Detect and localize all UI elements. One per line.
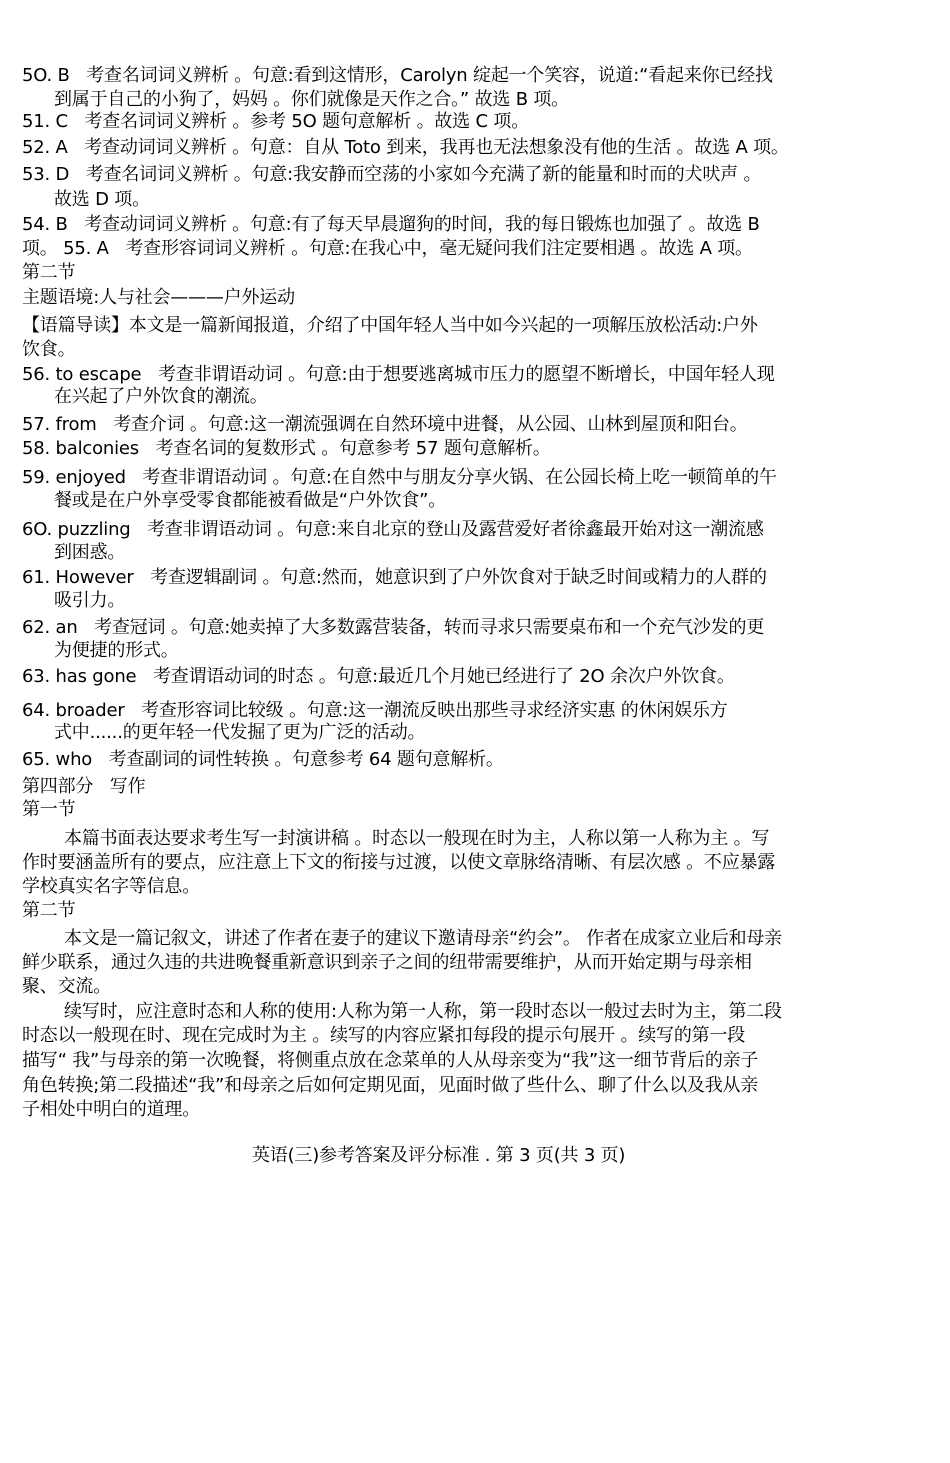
passage-intro-line-1: 【语篇导读】本文是一篇新闻报道，介绍了中国年轻人当中如今兴起的一项解压放松活动:户外 bbox=[22, 315, 758, 336]
answer-65: 65. who 考查副词的词性转换 。句意参考 64 题句意解析。 bbox=[22, 749, 504, 770]
writing-task-two-p2-line-1: 续写时，应注意时态和人称的使用:人称为第一人称，第一段时态以一般过去时为主，第二段 bbox=[64, 1001, 782, 1022]
answer-62-line-2: 为便捷的形式。 bbox=[54, 640, 179, 661]
section-two-heading: 第二节 bbox=[22, 900, 76, 921]
answer-54-55-line: 项。 55. A 考查形容词词义辨析 。句意:在我心中，毫无疑问我们注定要相遇 。故选 A 项。 bbox=[22, 238, 753, 259]
answer-64-line-1: 64. broader 考查形容词比较级 。句意:这一潮流反映出那些寻求经济实惠 的休闲娱乐方 bbox=[22, 700, 728, 721]
answer-53-line-2: 故选 D 项。 bbox=[54, 189, 150, 210]
answer-63: 63. has gone 考查谓语动词的时态 。句意:最近几个月她已经进行了 2O 余次户外饮食。 bbox=[22, 666, 735, 687]
topic-context: 主题语境:人与社会———户外运动 bbox=[22, 287, 295, 308]
answer-64-line-2: 式中......的更年轻一代发掘了更为广泛的活动。 bbox=[54, 722, 426, 743]
answer-50-line-1: 5O. B 考查名词词义辨析 。句意:看到这情形，Carolyn 绽起一个笑容，说道:“看起来你已经找 bbox=[22, 65, 773, 86]
writing-task-two-p2-line-4: 角色转换;第二段描述“我”和母亲之后如何定期见面，见面时做了些什么、聊了什么以及我从亲 bbox=[22, 1075, 759, 1096]
answer-58: 58. balconies 考查名词的复数形式 。句意参考 57 题句意解析。 bbox=[22, 438, 551, 459]
writing-task-two-p1-line-3: 聚、交流。 bbox=[22, 976, 111, 997]
answer-56-line-2: 在兴起了户外饮食的潮流。 bbox=[54, 386, 268, 407]
answer-61-line-1: 61. However 考查逻辑副词 。句意:然而，她意识到了户外饮食对于缺乏时间或精力的人群的 bbox=[22, 567, 767, 588]
answer-62-line-1: 62. an 考查冠词 。句意:她卖掉了大多数露营装备，转而寻求只需要桌布和一个充气沙发的更 bbox=[22, 617, 765, 638]
answer-51: 51. C 考查名词词义辨析 。参考 5O 题句意解析 。故选 C 项。 bbox=[22, 111, 529, 132]
page-footer: 英语(三)参考答案及评分标准 . 第 3 页(共 3 页) bbox=[252, 1145, 626, 1166]
section-one-heading: 第一节 bbox=[22, 799, 76, 820]
answer-50-line-2: 到属于自己的小狗了，妈妈 。你们就像是天作之合。” 故选 B 项。 bbox=[54, 89, 569, 110]
writing-task-two-p2-line-5: 子相处中明白的道理。 bbox=[22, 1099, 200, 1120]
answer-60-line-1: 6O. puzzling 考查非谓语动词 。句意:来自北京的登山及露营爱好者徐鑫最开始对这一潮流感 bbox=[22, 519, 764, 540]
passage-intro-line-2: 饮食。 bbox=[22, 339, 76, 360]
answer-60-line-2: 到困惑。 bbox=[54, 542, 126, 563]
part-four-heading: 第四部分 写作 bbox=[22, 776, 146, 797]
answer-56-line-1: 56. to escape 考查非谓语动词 。句意:由于想要逃离城市压力的愿望不断增长，中国年轻人现 bbox=[22, 364, 775, 385]
writing-task-two-p2-line-3: 描写“ 我”与母亲的第一次晚餐，将侧重点放在念菜单的人从母亲变为“我”这一细节背后的亲子 bbox=[22, 1050, 759, 1071]
answer-59-line-2: 餐或是在户外享受零食都能被看做是“户外饮食”。 bbox=[54, 490, 447, 511]
answer-61-line-2: 吸引力。 bbox=[54, 590, 126, 611]
writing-task-two-p2-line-2: 时态以一般现在时、现在完成时为主 。续写的内容应紧扣每段的提示句展开 。续写的第一段 bbox=[22, 1025, 746, 1046]
writing-task-two-p1-line-1: 本文是一篇记叙文，讲述了作者在妻子的建议下邀请母亲“约会”。 作者在成家立业后和母亲 bbox=[64, 928, 782, 949]
writing-task-two-p1-line-2: 鲜少联系，通过久违的共进晚餐重新意识到亲子之间的纽带需要维护，从而开始定期与母亲相 bbox=[22, 952, 752, 973]
writing-task-one-line-2: 作时要涵盖所有的要点，应注意上下文的衔接与过渡，以使文章脉络清晰、有层次感 。不应暴露 bbox=[22, 852, 776, 873]
section-heading: 第二节 bbox=[22, 262, 76, 283]
answer-57: 57. from 考查介词 。句意:这一潮流强调在自然环境中进餐，从公园、山林到屋顶和阳台。 bbox=[22, 414, 748, 435]
answer-59-line-1: 59. enjoyed 考查非谓语动词 。句意:在自然中与朋友分享火锅、在公园长椅上吃一顿简单的午 bbox=[22, 467, 777, 488]
answer-52: 52. A 考查动词词义辨析 。句意：自从 Toto 到来，我再也无法想象没有他的生活 。故选 A 项。 bbox=[22, 137, 789, 158]
writing-task-one-line-1: 本篇书面表达要求考生写一封演讲稿 。时态以一般现在时为主，人称以第一人称为主 。写 bbox=[64, 828, 770, 849]
writing-task-one-line-3: 学校真实名字等信息。 bbox=[22, 876, 200, 897]
answer-53-line-1: 53. D 考查名词词义辨析 。句意:我安静而空荡的小家如今充满了新的能量和时而的犬吠声 。 bbox=[22, 164, 762, 185]
answer-54-line-1: 54. B 考查动词词义辨析 。句意:有了每天早晨遛狗的时间，我的每日锻炼也加强了 。故选 B bbox=[22, 214, 760, 235]
